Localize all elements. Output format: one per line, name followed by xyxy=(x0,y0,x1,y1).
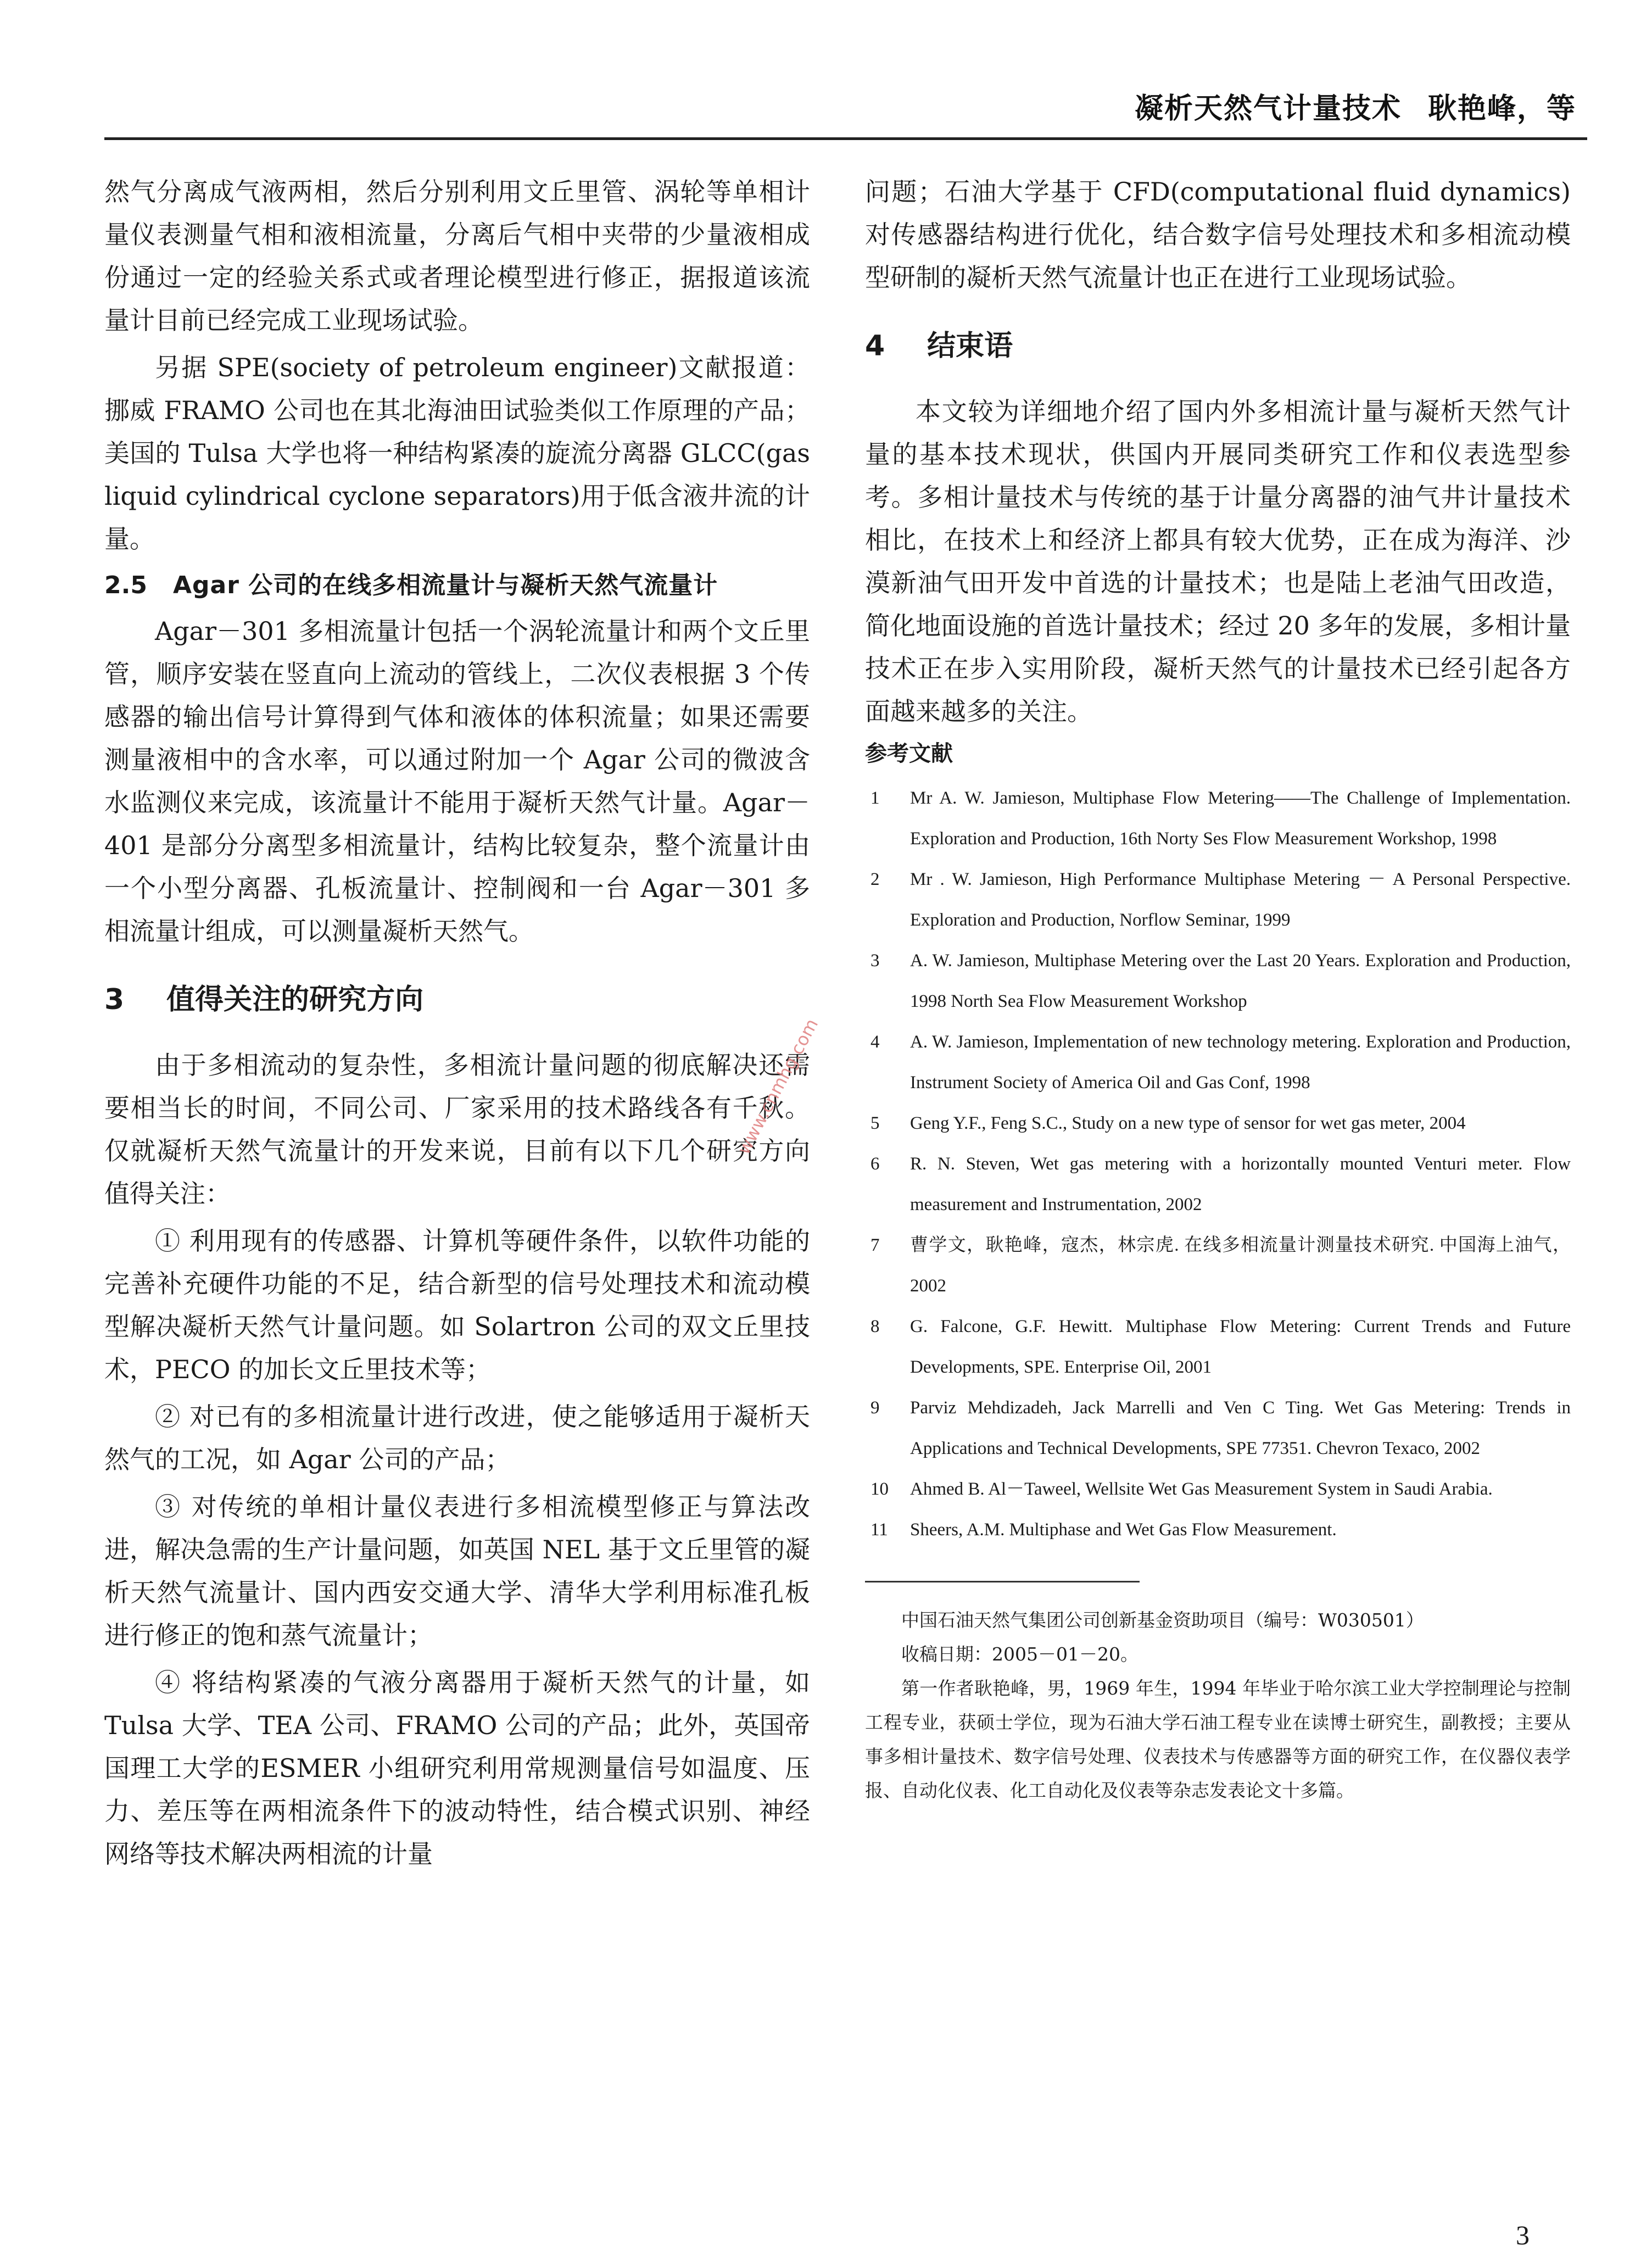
paragraph: 然气分离成气液两相，然后分别利用文丘里管、涡轮等单相计量仪表测量气相和液相流量，分离后气相中夹带的少量液相成份通过一定的经验关系式或者理论模型进行修正，据报道该流量计目前已经完成工业现场试验。 xyxy=(104,177,810,335)
reference-number: 9 xyxy=(870,1398,880,1418)
page-number: 3 xyxy=(1516,2220,1530,2250)
reference-item xyxy=(865,1306,1571,1387)
paragraph: 问题；石油大学基于 CFD(computational fluid dynamics)对传感器结构进行优化，结合数字信号处理技术和多相流动模型研制的凝析天然气流量计也正在进行工业现场试验。 xyxy=(865,177,1571,292)
subsection-number: 2.5 xyxy=(104,571,147,599)
section-title: 值得关注的研究方向 xyxy=(166,983,424,1016)
section-number: 3 xyxy=(104,983,125,1016)
reference-text: Ahmed B. Al－Taweel, Wellsite Wet Gas Measurement System in Saudi Arabia. xyxy=(910,1479,1493,1499)
reference-text: Mr A. W. Jamieson, Multiphase Flow Metering——The Challenge of Implementation. Exploration and Production, 16th Norty Ses Flow Measurement Workshop, 1998 xyxy=(910,788,1571,849)
reference-item xyxy=(865,940,1571,1022)
left-column xyxy=(104,170,810,1880)
paragraph: 由于多相流动的复杂性，多相流计量问题的彻底解决还需要相当长的时间，不同公司、厂家采用的技术路线各有千秋。仅就凝析天然气流量计的开发来说，目前有以下几个研究方向值得关注： xyxy=(104,1050,810,1208)
reference-number: 2 xyxy=(870,870,880,889)
reference-item xyxy=(865,1103,1571,1144)
section-heading-3 xyxy=(104,978,810,1022)
footnote-author-bio: 第一作者耿艳峰，男，1969 年生，1994 年毕业于哈尔滨工业大学控制理论与控制工程专业，获硕士学位，现为石油大学石油工程专业在读博士研究生，副教授；主要从事多相计量技术、数字信号处理、仪表技术与传感器等方面的研究工作，在仪器仪表学报、自动化仪表、化工自动化及仪表等杂志发表论文十多篇。 xyxy=(865,1678,1571,1801)
reference-number: 6 xyxy=(870,1154,880,1174)
subsection-heading-2-5 xyxy=(104,565,810,606)
reference-number: 1 xyxy=(870,788,880,808)
reference-text: 曹学文，耿艳峰，寇杰，林宗虎. 在线多相流量计测量技术研究. 中国海上油气，2002 xyxy=(910,1235,1571,1296)
reference-text: Sheers, A.M. Multiphase and Wet Gas Flow Measurement. xyxy=(910,1520,1337,1540)
reference-text: Parviz Mehdizadeh, Jack Marrelli and Ven C Ting. Wet Gas Metering: Trends in Applications and Technical Developments, SPE 77351. Chevron Texaco, 2002 xyxy=(910,1398,1571,1458)
section-heading-4 xyxy=(865,324,1571,368)
reference-item xyxy=(865,1509,1571,1550)
reference-number: 7 xyxy=(870,1235,880,1255)
list-item: ② 对已有的多相流量计进行改进，使之能够适用于凝析天然气的工况，如 Agar 公司的产品； xyxy=(104,1402,810,1474)
reference-text: R. N. Steven, Wet gas metering with a horizontally mounted Venturi meter. Flow measurement and Instrumentation, 2002 xyxy=(910,1154,1571,1214)
reference-text: Geng Y.F., Feng S.C., Study on a new type of sensor for wet gas meter, 2004 xyxy=(910,1113,1466,1133)
reference-item xyxy=(865,859,1571,940)
footnote-rule xyxy=(865,1581,1140,1582)
references-heading: 参考文献 xyxy=(865,741,953,766)
reference-number: 11 xyxy=(870,1520,888,1540)
reference-item xyxy=(865,778,1571,859)
header-rule xyxy=(104,137,1587,140)
reference-item xyxy=(865,1022,1571,1103)
reference-text: A. W. Jamieson, Implementation of new technology metering. Exploration and Production, Instrument Society of America Oil and Gas Conf, 1998 xyxy=(910,1032,1571,1093)
paragraph: 另据 SPE(society of petroleum engineer)文献报道：挪威 FRAMO 公司也在其北海油田试验类似工作原理的产品；美国的 Tulsa 大学也将一种结构紧凑的旋流分离器 GLCC(gas liquid cylindrical cyclone separators)用于低含液井流的计量。 xyxy=(104,353,810,554)
footnote-funding: 中国石油天然气集团公司创新基金资助项目（编号：W030501） xyxy=(901,1609,1424,1631)
list-item: ④ 将结构紧凑的气液分离器用于凝析天然气的计量，如 Tulsa 大学、TEA 公司、FRAMO 公司的产品；此外，英国帝国理工大学的ESMER 小组研究利用常规测量信号如温度、压力、差压等在两相流条件下的波动特性，结合模式识别、神经网络等技术解决两相流的计量 xyxy=(104,1668,810,1869)
list-item: ③ 对传统的单相计量仪表进行多相流模型修正与算法改进，解决急需的生产计量问题，如英国 NEL 基于文丘里管的凝析天然气流量计、国内西安交通大学、清华大学利用标准孔板进行修正的饱和蒸气流量计； xyxy=(104,1492,810,1650)
reference-item xyxy=(865,1469,1571,1509)
running-header xyxy=(104,82,1576,126)
reference-number: 3 xyxy=(870,951,880,971)
reference-number: 8 xyxy=(870,1317,880,1336)
reference-text: G. Falcone, G.F. Hewitt. Multiphase Flow Metering: Current Trends and Future Developments, SPE. Enterprise Oil, 2001 xyxy=(910,1317,1571,1377)
right-column xyxy=(865,170,1571,1808)
watermark: www.cnmhg.com xyxy=(733,1015,823,1158)
paragraph: 本文较为详细地介绍了国内外多相流计量与凝析天然气计量的基本技术现状，供国内开展同类研究工作和仪表选型参考。多相计量技术与传统的基于计量分离器的油气井计量技术相比，在技术上和经济上都具有较大优势，正在成为海洋、沙漠新油气田开发中首选的计量技术；也是陆上老油气田改造，简化地面设施的首选计量技术；经过 20 多年的发展，多相计量技术正在步入实用阶段，凝析天然气的计量技术已经引起各方面越来越多的关注。 xyxy=(865,397,1571,726)
reference-text: A. W. Jamieson, Multiphase Metering over the Last 20 Years. Exploration and Production, 1998 North Sea Flow Measurement Workshop xyxy=(910,951,1571,1011)
running-header-authors: 耿艳峰，等 xyxy=(1427,92,1576,125)
subsection-title: Agar 公司的在线多相流量计与凝析天然气流量计 xyxy=(173,571,718,599)
reference-number: 4 xyxy=(870,1032,880,1052)
reference-number: 5 xyxy=(870,1113,880,1133)
footnote-received-date: 收稿日期：2005－01－20。 xyxy=(901,1643,1138,1665)
reference-item xyxy=(865,1387,1571,1469)
section-number: 4 xyxy=(865,330,885,363)
running-header-title: 凝析天然气计量技术 xyxy=(1134,92,1402,125)
reference-number: 10 xyxy=(870,1479,889,1499)
reference-item xyxy=(865,1225,1571,1306)
reference-item xyxy=(865,1144,1571,1225)
section-title: 结束语 xyxy=(927,330,1013,363)
paragraph: Agar－301 多相流量计包括一个涡轮流量计和两个文丘里管，顺序安装在竖直向上流动的管线上，二次仪表根据 3 个传感器的输出信号计算得到气体和液体的体积流量；如果还需要测量液相中的含水率，可以通过附加一个 Agar 公司的微波含水监测仪来完成，该流量计不能用于凝析天然气计量。Agar－401 是部分分离型多相流量计，结构比较复杂，整个流量计由一个小型分离器、孔板流量计、控制阀和一台 Agar－301 多相流量计组成，可以测量凝析天然气。 xyxy=(104,616,810,946)
reference-list xyxy=(865,778,1571,1550)
reference-text: Mr . W. Jamieson, High Performance Multiphase Metering － A Personal Perspective. Exploration and Production, Norflow Seminar, 1999 xyxy=(910,870,1571,930)
list-item: ① 利用现有的传感器、计算机等硬件条件，以软件功能的完善补充硬件功能的不足，结合新型的信号处理技术和流动模型解决凝析天然气计量问题。如 Solartron 公司的双文丘里技术，PECO 的加长文丘里技术等； xyxy=(104,1226,810,1384)
